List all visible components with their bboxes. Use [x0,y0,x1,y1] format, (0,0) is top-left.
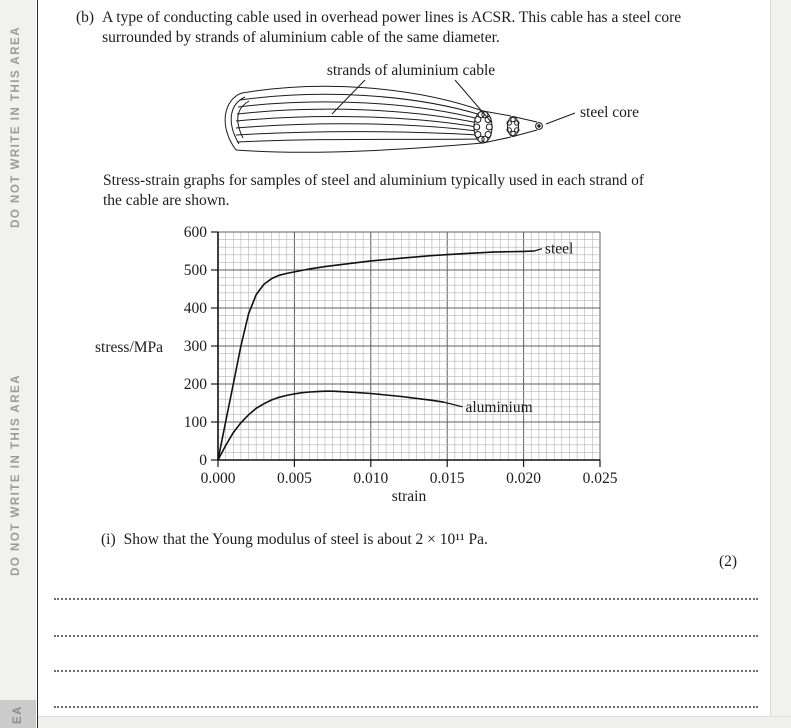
x-tick-label: 0.025 [582,470,618,487]
y-tick-label: 600 [183,224,207,241]
chart-grid [218,232,600,460]
strands-of-aluminium-label: strands of aluminium cable [326,62,496,79]
series-steel [218,251,534,460]
series-aluminium [218,391,444,460]
part-i-text: Show that the Young modulus of steel is about 2 × 10¹¹ Pa. [123,531,488,548]
do-not-write-partial-box [0,700,36,728]
stress-strain-chart [88,224,628,512]
question-b-intro [76,8,743,49]
x-tick-label: 0.005 [276,470,312,487]
do-not-write-text-middle: DO NOT WRITE IN THIS AREA [10,374,22,576]
y-axis-label: stress/MPa [95,339,164,356]
y-tick-label: 500 [183,262,207,279]
do-not-write-text-top: DO NOT WRITE IN THIS AREA [10,26,22,228]
y-tick-label: 200 [183,376,207,393]
answer-line [54,598,758,600]
x-axis-label: strain [391,488,427,505]
graphs-intro-text: Stress-strain graphs for samples of steel and aluminium typically used in each strand of the cable are shown. [103,172,645,210]
marks-badge: (2) [719,553,738,570]
do-not-write-partial-text: EA [12,704,24,724]
answer-line [54,635,758,637]
y-tick-label: 300 [183,338,207,355]
series-label-aluminium: aluminium [465,398,533,416]
cable-cross-section-outer [474,111,493,143]
x-tick-label: 0.015 [429,470,465,487]
cable-figure [150,52,670,170]
series-label-steel: steel [544,240,574,258]
question-part-i [101,530,701,550]
y-tick-label: 0 [199,452,207,469]
cable-drawing [225,86,542,152]
right-margin-strip [770,0,791,728]
bottom-margin-strip [37,716,791,728]
question-b-intro-text: A type of conducting cable used in overhead power lines is ACSR. This cable has a steel core surrounded by strands of aluminium cable of the same diameter. [102,9,682,47]
part-i-label: (i) [101,531,116,548]
y-tick-label: 400 [183,300,207,317]
answer-line [54,706,758,708]
page-edge-rule [37,0,38,728]
x-tick-label: 0.020 [506,470,542,487]
x-tick-label: 0.010 [353,470,389,487]
answer-line [54,670,758,672]
question-part-label: (b) [76,9,95,26]
x-tick-label: 0.000 [200,470,236,487]
cable-strand-lines [236,94,481,142]
y-tick-label: 100 [183,414,207,431]
steel-core-label: steel core [580,104,639,121]
